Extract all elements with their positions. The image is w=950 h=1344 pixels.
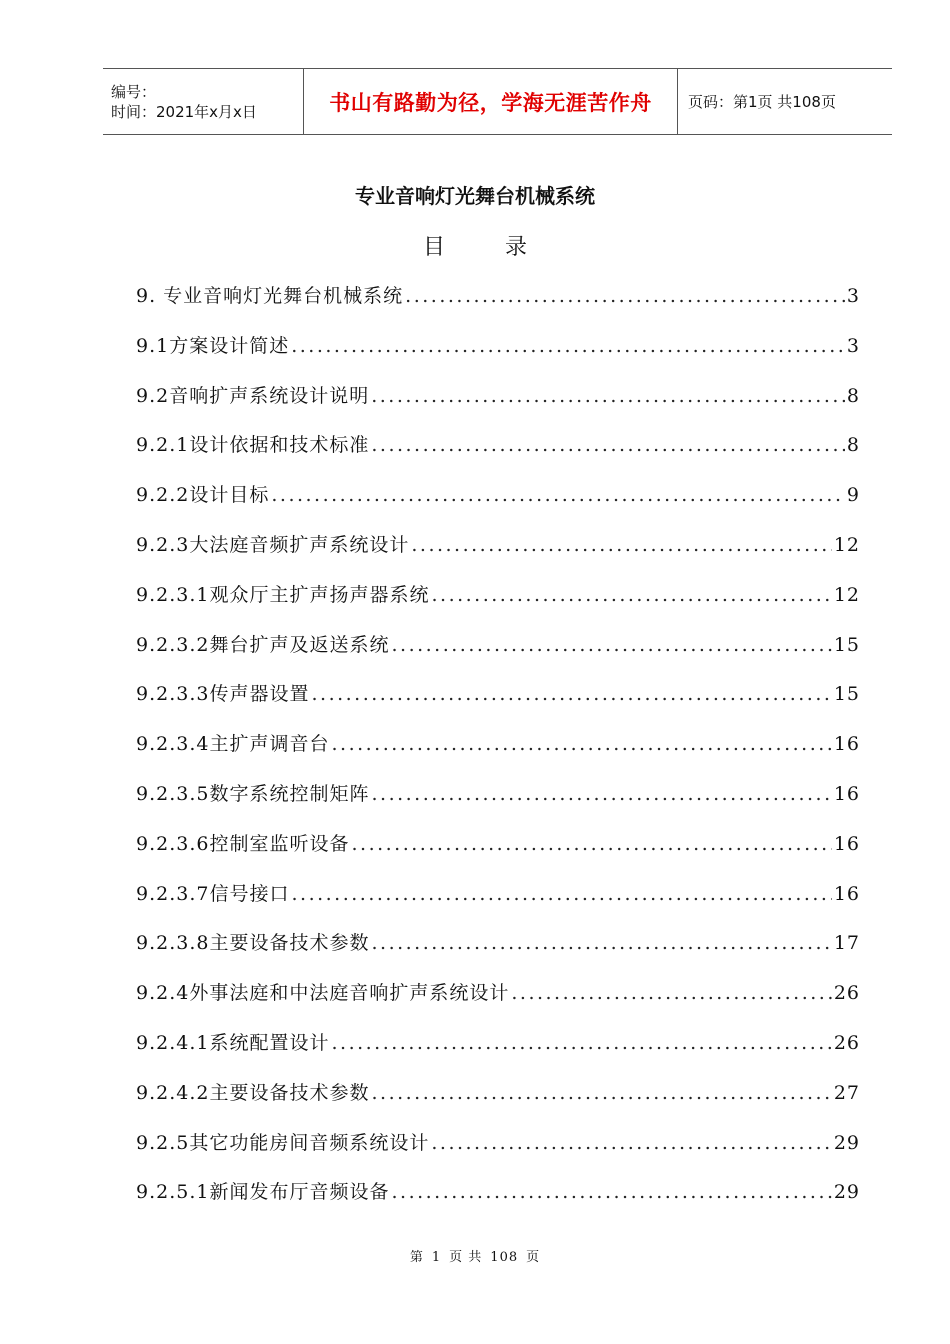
toc-leader-dots bbox=[331, 733, 831, 755]
toc-entry-page: 3 bbox=[846, 285, 860, 307]
header-meta bbox=[103, 69, 304, 134]
toc-entry[interactable] bbox=[136, 630, 860, 680]
toc-leader-dots bbox=[311, 683, 831, 705]
header-page-info bbox=[678, 69, 892, 134]
footer-page-prefix: 第 bbox=[409, 1250, 424, 1265]
toc-entry[interactable] bbox=[136, 530, 860, 580]
toc-entry-label: 9.2.3.3传声器设置 bbox=[136, 683, 310, 706]
toc-entry[interactable] bbox=[136, 480, 860, 530]
toc-entry[interactable] bbox=[136, 1177, 860, 1227]
page-info-text: 页码：第1页 共108页 bbox=[688, 93, 836, 111]
toc-leader-dots bbox=[371, 1082, 831, 1104]
toc-entry-page: 16 bbox=[833, 882, 860, 905]
toc-entry[interactable] bbox=[136, 381, 860, 431]
toc-entry-page: 26 bbox=[833, 982, 860, 1005]
toc-entry[interactable] bbox=[136, 729, 860, 779]
toc-entry-page: 27 bbox=[833, 1081, 860, 1104]
toc-leader-dots bbox=[411, 534, 831, 556]
toc-entry-label: 9.2.3大法庭音频扩声系统设计 bbox=[136, 533, 410, 556]
table-of-contents bbox=[136, 281, 860, 1227]
document-title: 专业音响灯光舞台机械系统 bbox=[355, 184, 595, 208]
toc-entry-label: 9.2.4.1系统配置设计 bbox=[136, 1031, 330, 1054]
toc-leader-dots bbox=[405, 285, 845, 307]
toc-entry-label: 9.2.3.7信号接口 bbox=[136, 882, 290, 905]
toc-entry-label: 9.2.5其它功能房间音频系统设计 bbox=[136, 1131, 430, 1154]
toc-entry-label: 9.2.4外事法庭和中法庭音响扩声系统设计 bbox=[136, 982, 510, 1005]
toc-leader-dots bbox=[291, 335, 845, 357]
toc-entry-label: 9.2.1设计依据和技术标准 bbox=[136, 434, 370, 457]
toc-entry[interactable] bbox=[136, 281, 860, 331]
toc-entry-label: 9.2.3.8主要设备技术参数 bbox=[136, 932, 370, 955]
toc-entry[interactable] bbox=[136, 1128, 860, 1178]
toc-entry[interactable] bbox=[136, 1028, 860, 1078]
toc-entry-label: 9. 专业音响灯光舞台机械系统 bbox=[136, 285, 404, 307]
toc-entry-page: 29 bbox=[833, 1131, 860, 1154]
toc-entry-label: 9.2.2设计目标 bbox=[136, 484, 270, 507]
toc-entry-page: 29 bbox=[833, 1181, 860, 1204]
footer-page-mid: 页 共 bbox=[449, 1250, 483, 1265]
toc-entry-page: 16 bbox=[833, 733, 860, 756]
footer-total-pages: 108 bbox=[490, 1250, 519, 1265]
document-number-label: 编号： bbox=[111, 82, 157, 101]
toc-leader-dots bbox=[391, 1181, 831, 1203]
toc-entry[interactable] bbox=[136, 331, 860, 381]
toc-entry[interactable] bbox=[136, 978, 860, 1028]
toc-entry[interactable] bbox=[136, 1078, 860, 1128]
toc-entry-label: 9.1方案设计简述 bbox=[136, 334, 290, 357]
toc-entry[interactable] bbox=[136, 879, 860, 929]
header-motto bbox=[304, 69, 678, 134]
toc-entry[interactable] bbox=[136, 430, 860, 480]
toc-entry-label: 9.2.3.2舞台扩声及返送系统 bbox=[136, 633, 390, 656]
toc-entry[interactable] bbox=[136, 829, 860, 879]
footer-page-suffix: 页 bbox=[526, 1250, 541, 1265]
toc-leader-dots bbox=[431, 1132, 831, 1154]
toc-entry-label: 9.2.3.5数字系统控制矩阵 bbox=[136, 782, 370, 805]
toc-entry[interactable] bbox=[136, 779, 860, 829]
toc-entry-label: 9.2音响扩声系统设计说明 bbox=[136, 384, 370, 407]
toc-leader-dots bbox=[351, 833, 831, 855]
toc-leader-dots bbox=[431, 584, 831, 606]
toc-leader-dots bbox=[391, 634, 831, 656]
toc-entry-page: 8 bbox=[846, 434, 860, 457]
toc-entry[interactable] bbox=[136, 928, 860, 978]
toc-entry[interactable] bbox=[136, 679, 860, 729]
toc-entry-page: 9 bbox=[846, 484, 860, 507]
toc-entry-page: 12 bbox=[833, 533, 860, 556]
toc-heading: 目录 bbox=[422, 235, 587, 260]
toc-entry-page: 15 bbox=[833, 683, 860, 706]
toc-leader-dots bbox=[371, 932, 831, 954]
toc-leader-dots bbox=[511, 982, 831, 1004]
toc-entry-page: 15 bbox=[833, 633, 860, 656]
document-time-label: 时间：2021年x月x日 bbox=[111, 102, 257, 121]
toc-entry-page: 16 bbox=[833, 782, 860, 805]
toc-leader-dots bbox=[371, 385, 845, 407]
toc-entry-label: 9.2.4.2主要设备技术参数 bbox=[136, 1081, 370, 1104]
toc-leader-dots bbox=[371, 434, 845, 456]
footer-page-number: 1 bbox=[431, 1250, 442, 1265]
toc-entry[interactable] bbox=[136, 580, 860, 630]
page-header bbox=[103, 68, 892, 135]
toc-leader-dots bbox=[331, 1032, 831, 1054]
toc-entry-label: 9.2.3.4主扩声调音台 bbox=[136, 733, 330, 756]
toc-entry-page: 12 bbox=[833, 583, 860, 606]
toc-leader-dots bbox=[291, 883, 831, 905]
motto-text: 书山有路勤为径，学海无涯苦作舟 bbox=[329, 90, 652, 115]
toc-entry-page: 26 bbox=[833, 1031, 860, 1054]
toc-entry-page: 3 bbox=[846, 334, 860, 357]
toc-entry-label: 9.2.3.6控制室监听设备 bbox=[136, 832, 350, 855]
toc-leader-dots bbox=[371, 783, 831, 805]
toc-entry-page: 8 bbox=[846, 384, 860, 407]
page-footer bbox=[0, 1246, 950, 1265]
toc-entry-label: 9.2.3.1观众厅主扩声扬声器系统 bbox=[136, 583, 430, 606]
toc-entry-label: 9.2.5.1新闻发布厅音频设备 bbox=[136, 1181, 390, 1204]
toc-entry-page: 17 bbox=[833, 932, 860, 955]
toc-entry-page: 16 bbox=[833, 832, 860, 855]
toc-leader-dots bbox=[271, 484, 845, 506]
